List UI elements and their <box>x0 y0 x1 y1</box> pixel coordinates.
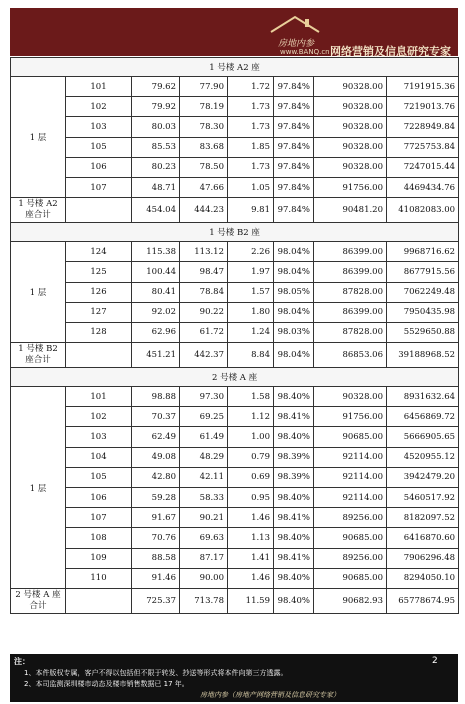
table-row <box>11 467 459 487</box>
table-cell: 98.47 <box>180 262 228 282</box>
table-cell: 98.41% <box>274 548 314 568</box>
table-row <box>11 137 459 157</box>
table-cell: 115.38 <box>132 242 180 262</box>
unit-number: 109 <box>66 548 132 568</box>
table-cell: 7062249.48 <box>387 282 459 302</box>
table-cell: 1.72 <box>228 77 274 97</box>
table-cell: 69.63 <box>180 528 228 548</box>
table-cell: 98.04% <box>274 242 314 262</box>
table-cell: 4469434.76 <box>387 177 459 197</box>
table-cell: 86399.00 <box>314 302 387 322</box>
table-cell: 90685.00 <box>314 528 387 548</box>
unit-number: 105 <box>66 137 132 157</box>
table-cell: 1.97 <box>228 262 274 282</box>
table-cell: 113.12 <box>180 242 228 262</box>
table-cell: 98.04% <box>274 262 314 282</box>
table-cell: 1.12 <box>228 407 274 427</box>
table-cell: 80.03 <box>132 117 180 137</box>
table-cell: 98.39% <box>274 467 314 487</box>
table-cell: 90328.00 <box>314 97 387 117</box>
table-cell: 97.30 <box>180 387 228 407</box>
summary-label: 1 号楼 A2 座合计 <box>11 198 66 223</box>
summary-row <box>11 198 459 223</box>
table-cell: 91.67 <box>132 508 180 528</box>
table-cell: 1.85 <box>228 137 274 157</box>
summary-cell: 98.40% <box>274 588 314 613</box>
summary-cell: 39188968.52 <box>387 343 459 368</box>
table-row <box>11 157 459 177</box>
unit-number: 107 <box>66 177 132 197</box>
summary-label: 1 号楼 B2 座合计 <box>11 343 66 368</box>
table-cell: 80.41 <box>132 282 180 302</box>
summary-cell: 65778674.95 <box>387 588 459 613</box>
table-row <box>11 177 459 197</box>
header-banner <box>10 8 458 56</box>
summary-cell: 98.04% <box>274 343 314 368</box>
table-row <box>11 508 459 528</box>
table-cell: 7191915.36 <box>387 77 459 97</box>
table-cell: 49.08 <box>132 447 180 467</box>
table-cell: 80.23 <box>132 157 180 177</box>
table-cell: 7950435.98 <box>387 302 459 322</box>
summary-cell: 454.04 <box>132 198 180 223</box>
table-cell: 97.84% <box>274 157 314 177</box>
summary-cell <box>66 198 132 223</box>
table-cell: 1.24 <box>228 322 274 342</box>
table-cell: 70.76 <box>132 528 180 548</box>
table-cell: 0.69 <box>228 467 274 487</box>
unit-number: 106 <box>66 157 132 177</box>
unit-number: 124 <box>66 242 132 262</box>
table-cell: 79.92 <box>132 97 180 117</box>
table-row <box>11 488 459 508</box>
table-cell: 7725753.84 <box>387 137 459 157</box>
table-cell: 48.29 <box>180 447 228 467</box>
table-cell: 1.05 <box>228 177 274 197</box>
table-row <box>11 117 459 137</box>
section-header-row <box>11 223 459 242</box>
table-cell: 87828.00 <box>314 282 387 302</box>
table-cell: 98.41% <box>274 407 314 427</box>
table-cell: 5460517.92 <box>387 488 459 508</box>
table-cell: 90685.00 <box>314 427 387 447</box>
summary-cell: 90682.93 <box>314 588 387 613</box>
table-cell: 7906296.48 <box>387 548 459 568</box>
summary-row <box>11 343 459 368</box>
house-logo-icon <box>265 14 325 36</box>
table-cell: 42.11 <box>180 467 228 487</box>
unit-number: 103 <box>66 427 132 447</box>
unit-number: 128 <box>66 322 132 342</box>
table-cell: 7219013.76 <box>387 97 459 117</box>
table-cell: 0.79 <box>228 447 274 467</box>
table-cell: 97.84% <box>274 117 314 137</box>
unit-number: 103 <box>66 117 132 137</box>
table-cell: 90328.00 <box>314 157 387 177</box>
table-cell: 90328.00 <box>314 117 387 137</box>
summary-cell: 8.84 <box>228 343 274 368</box>
table-cell: 90328.00 <box>314 387 387 407</box>
summary-row <box>11 588 459 613</box>
table-cell: 1.73 <box>228 117 274 137</box>
table-cell: 98.05% <box>274 282 314 302</box>
table-cell: 70.37 <box>132 407 180 427</box>
table-cell: 8182097.52 <box>387 508 459 528</box>
table-cell: 86399.00 <box>314 242 387 262</box>
table-cell: 9968716.62 <box>387 242 459 262</box>
table-cell: 98.40% <box>274 427 314 447</box>
section-title: 1 号楼 B2 座 <box>11 223 459 242</box>
table-row <box>11 302 459 322</box>
sales-table <box>10 57 459 614</box>
table-cell: 8931632.64 <box>387 387 459 407</box>
table-cell: 61.49 <box>180 427 228 447</box>
table-cell: 98.40% <box>274 488 314 508</box>
summary-cell <box>66 343 132 368</box>
table-cell: 6456869.72 <box>387 407 459 427</box>
table-cell: 7247015.44 <box>387 157 459 177</box>
table-cell: 62.49 <box>132 427 180 447</box>
table-cell: 98.40% <box>274 528 314 548</box>
table-cell: 97.84% <box>274 137 314 157</box>
table-cell: 8677915.56 <box>387 262 459 282</box>
summary-cell: 86853.06 <box>314 343 387 368</box>
table-row <box>11 427 459 447</box>
table-cell: 85.53 <box>132 137 180 157</box>
summary-cell: 97.84% <box>274 198 314 223</box>
table-cell: 6416870.60 <box>387 528 459 548</box>
unit-number: 107 <box>66 508 132 528</box>
floor-label: 1 层 <box>11 77 66 198</box>
notes-footer: 房地内参（房地产网络营销及信息研究专家） <box>200 691 340 699</box>
table-row <box>11 407 459 427</box>
table-cell: 5529650.88 <box>387 322 459 342</box>
page-number: 2 <box>432 656 438 666</box>
table-cell: 5666905.65 <box>387 427 459 447</box>
table-cell: 100.44 <box>132 262 180 282</box>
table-cell: 90328.00 <box>314 77 387 97</box>
notes-box <box>10 654 458 702</box>
table-row <box>11 548 459 568</box>
table-cell: 59.28 <box>132 488 180 508</box>
table-cell: 90328.00 <box>314 137 387 157</box>
section-title: 2 号楼 A 座 <box>11 368 459 387</box>
table-cell: 98.88 <box>132 387 180 407</box>
unit-number: 101 <box>66 77 132 97</box>
unit-number: 105 <box>66 467 132 487</box>
table-cell: 91756.00 <box>314 177 387 197</box>
table-cell: 98.03% <box>274 322 314 342</box>
table-cell: 8294050.10 <box>387 568 459 588</box>
unit-number: 106 <box>66 488 132 508</box>
site-url[interactable]: www.BANQ.cn <box>280 48 330 56</box>
header-title: 网络营销及信息研究专家 <box>330 45 451 58</box>
unit-number: 126 <box>66 282 132 302</box>
unit-number: 102 <box>66 407 132 427</box>
unit-number: 127 <box>66 302 132 322</box>
notes-line-2: 2、本司监测深圳楼市动态及楼市销售数据已 17 年。 <box>24 680 189 688</box>
summary-cell: 41082083.00 <box>387 198 459 223</box>
table-cell: 98.40% <box>274 387 314 407</box>
table-row <box>11 568 459 588</box>
unit-number: 108 <box>66 528 132 548</box>
table-row <box>11 242 459 262</box>
logo-text: 房地内参 <box>278 39 315 49</box>
table-cell: 89256.00 <box>314 508 387 528</box>
floor-label: 1 层 <box>11 242 66 343</box>
summary-cell: 90481.20 <box>314 198 387 223</box>
table-cell: 89256.00 <box>314 548 387 568</box>
table-cell: 3942479.20 <box>387 467 459 487</box>
table-row <box>11 387 459 407</box>
table-cell: 0.95 <box>228 488 274 508</box>
table-cell: 7228949.84 <box>387 117 459 137</box>
table-cell: 58.33 <box>180 488 228 508</box>
section-header-row <box>11 368 459 387</box>
table-cell: 87828.00 <box>314 322 387 342</box>
unit-number: 125 <box>66 262 132 282</box>
summary-cell: 444.23 <box>180 198 228 223</box>
table-cell: 2.26 <box>228 242 274 262</box>
summary-cell: 11.59 <box>228 588 274 613</box>
table-cell: 69.25 <box>180 407 228 427</box>
table-cell: 83.68 <box>180 137 228 157</box>
summary-cell: 9.81 <box>228 198 274 223</box>
table-cell: 79.62 <box>132 77 180 97</box>
unit-number: 102 <box>66 97 132 117</box>
table-row <box>11 77 459 97</box>
floor-label: 1 层 <box>11 387 66 589</box>
table-cell: 62.96 <box>132 322 180 342</box>
table-cell: 88.58 <box>132 548 180 568</box>
table-cell: 1.00 <box>228 427 274 447</box>
unit-number: 110 <box>66 568 132 588</box>
table-cell: 90.21 <box>180 508 228 528</box>
table-cell: 98.40% <box>274 568 314 588</box>
table-row <box>11 447 459 467</box>
table-row <box>11 528 459 548</box>
table-cell: 48.71 <box>132 177 180 197</box>
table-cell: 90.00 <box>180 568 228 588</box>
table-cell: 92114.00 <box>314 467 387 487</box>
table-cell: 92114.00 <box>314 447 387 467</box>
table-cell: 98.04% <box>274 302 314 322</box>
summary-cell: 442.37 <box>180 343 228 368</box>
table-cell: 1.73 <box>228 97 274 117</box>
table-cell: 98.41% <box>274 508 314 528</box>
summary-cell <box>66 588 132 613</box>
table-cell: 78.19 <box>180 97 228 117</box>
table-cell: 90685.00 <box>314 568 387 588</box>
table-cell: 42.80 <box>132 467 180 487</box>
table-cell: 91756.00 <box>314 407 387 427</box>
table-cell: 1.57 <box>228 282 274 302</box>
notes-line-1: 1、本件版权专属，客户不得以包括但不限于转发、抄送等形式将本件向第三方透露。 <box>24 669 288 677</box>
summary-label: 2 号楼 A 座合计 <box>11 588 66 613</box>
table-cell: 1.13 <box>228 528 274 548</box>
table-row <box>11 282 459 302</box>
table-row <box>11 97 459 117</box>
table-cell: 61.72 <box>180 322 228 342</box>
table-cell: 4520955.12 <box>387 447 459 467</box>
notes-heading: 注： <box>14 657 30 666</box>
table-cell: 91.46 <box>132 568 180 588</box>
unit-number: 104 <box>66 447 132 467</box>
unit-number: 101 <box>66 387 132 407</box>
table-cell: 1.80 <box>228 302 274 322</box>
table-cell: 78.30 <box>180 117 228 137</box>
table-cell: 87.17 <box>180 548 228 568</box>
table-cell: 97.84% <box>274 177 314 197</box>
table-cell: 92114.00 <box>314 488 387 508</box>
table-cell: 78.50 <box>180 157 228 177</box>
table-cell: 47.66 <box>180 177 228 197</box>
summary-cell: 451.21 <box>132 343 180 368</box>
table-cell: 98.39% <box>274 447 314 467</box>
table-cell: 1.41 <box>228 548 274 568</box>
table-cell: 86399.00 <box>314 262 387 282</box>
table-cell: 1.73 <box>228 157 274 177</box>
table-row <box>11 322 459 342</box>
table-cell: 77.90 <box>180 77 228 97</box>
table-cell: 1.46 <box>228 508 274 528</box>
table-cell: 97.84% <box>274 77 314 97</box>
summary-cell: 713.78 <box>180 588 228 613</box>
table-cell: 92.02 <box>132 302 180 322</box>
table-cell: 90.22 <box>180 302 228 322</box>
section-header-row <box>11 58 459 77</box>
table-cell: 1.46 <box>228 568 274 588</box>
table-cell: 78.84 <box>180 282 228 302</box>
section-title: 1 号楼 A2 座 <box>11 58 459 77</box>
table-cell: 1.58 <box>228 387 274 407</box>
table-cell: 97.84% <box>274 97 314 117</box>
summary-cell: 725.37 <box>132 588 180 613</box>
table-row <box>11 262 459 282</box>
